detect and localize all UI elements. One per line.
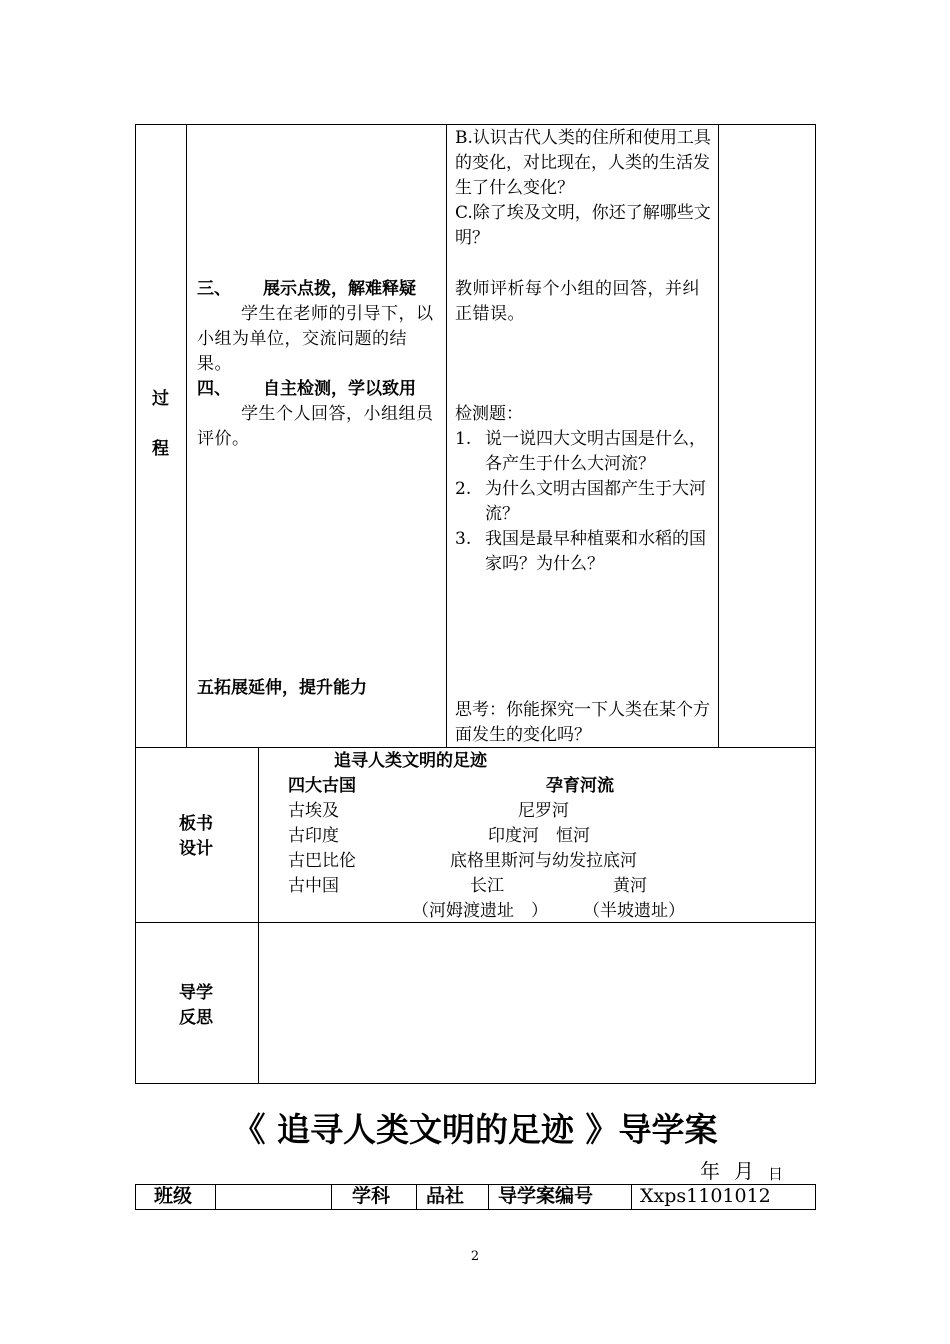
test-question-list xyxy=(455,427,713,577)
code-label: 导学案编号 xyxy=(498,1185,594,1207)
subject-label: 学科 xyxy=(352,1185,391,1207)
step4-text: 学生个人回答，小组组员评价。 xyxy=(197,404,434,449)
reflect-label-1: 导学 xyxy=(179,983,213,1003)
test-question xyxy=(455,427,713,477)
test-question xyxy=(455,477,713,527)
board-river-2: 黄河 xyxy=(613,876,647,896)
board-river: 底格里斯河与幼发拉底河 xyxy=(450,851,637,871)
step4-title: 自主检测，学以致用 xyxy=(263,379,416,399)
board-river: 印度河 恒河 xyxy=(488,826,590,846)
process-label-2: 程 xyxy=(152,439,169,459)
date-day: 日 xyxy=(768,1165,784,1183)
test-question-number: 3. xyxy=(455,529,472,549)
subject-value: 品社 xyxy=(426,1185,465,1207)
process-label-1: 过 xyxy=(152,389,169,409)
test-question-text: 为什么文明古国都产生于大河流？ xyxy=(485,479,706,524)
think-question: 思考：你能探究一下人类在某个方面发生的变化吗？ xyxy=(455,700,710,745)
teacher-evaluation: 教师评析每个小组的回答，并纠正错误。 xyxy=(455,279,700,324)
board-label-1: 板书 xyxy=(179,814,213,834)
class-label: 班级 xyxy=(154,1185,193,1207)
step5-title: 五拓展延伸，提升能力 xyxy=(197,678,367,698)
question-c: C.除了埃及文明，你还了解哪些文明？ xyxy=(455,203,711,248)
board-site-hemudu: （河姆渡遗址 ） xyxy=(412,901,548,921)
board-head-rivers: 孕育河流 xyxy=(546,776,614,796)
board-country: 古巴比伦 xyxy=(288,851,356,871)
test-question-text: 说一说四大文明古国是什么，各产生于什么大河流？ xyxy=(485,429,706,474)
test-title: 检测题： xyxy=(455,404,523,424)
step3-text: 学生在老师的引导下，以小组为单位，交流问题的结果。 xyxy=(197,304,434,374)
code-value: Xxps1101012 xyxy=(640,1185,771,1207)
board-river: 长江 xyxy=(470,876,504,896)
board-head-countries: 四大古国 xyxy=(288,776,356,796)
date-line xyxy=(700,1158,810,1184)
board-country: 古印度 xyxy=(288,826,339,846)
reflect-label-2: 反思 xyxy=(179,1008,213,1028)
document-title: 《 追寻人类文明的足迹 》导学案 xyxy=(232,1110,718,1149)
board-label-2: 设计 xyxy=(179,839,213,859)
test-question xyxy=(455,527,713,577)
step3-title: 展示点拨，解难释疑 xyxy=(263,279,416,299)
question-b: B.认识古代人类的住所和使用工具的变化，对比现在，人类的生活发生了什么变化？ xyxy=(455,128,711,198)
date-year: 年 xyxy=(700,1159,720,1183)
test-question-number: 2. xyxy=(455,479,472,499)
test-question-number: 1. xyxy=(455,429,472,449)
board-site-banpo: （半坡遗址） xyxy=(583,901,685,921)
page-number: 2 xyxy=(470,1249,480,1264)
board-title: 追寻人类文明的足迹 xyxy=(334,751,487,771)
board-country: 古埃及 xyxy=(288,801,339,821)
board-country: 古中国 xyxy=(288,876,339,896)
test-question-text: 我国是最早种植粟和水稻的国家吗？为什么？ xyxy=(485,529,706,574)
date-month: 月 xyxy=(734,1159,754,1183)
step4-number: 四、 xyxy=(197,379,231,399)
step3-number: 三、 xyxy=(197,279,231,299)
board-river: 尼罗河 xyxy=(518,801,569,821)
